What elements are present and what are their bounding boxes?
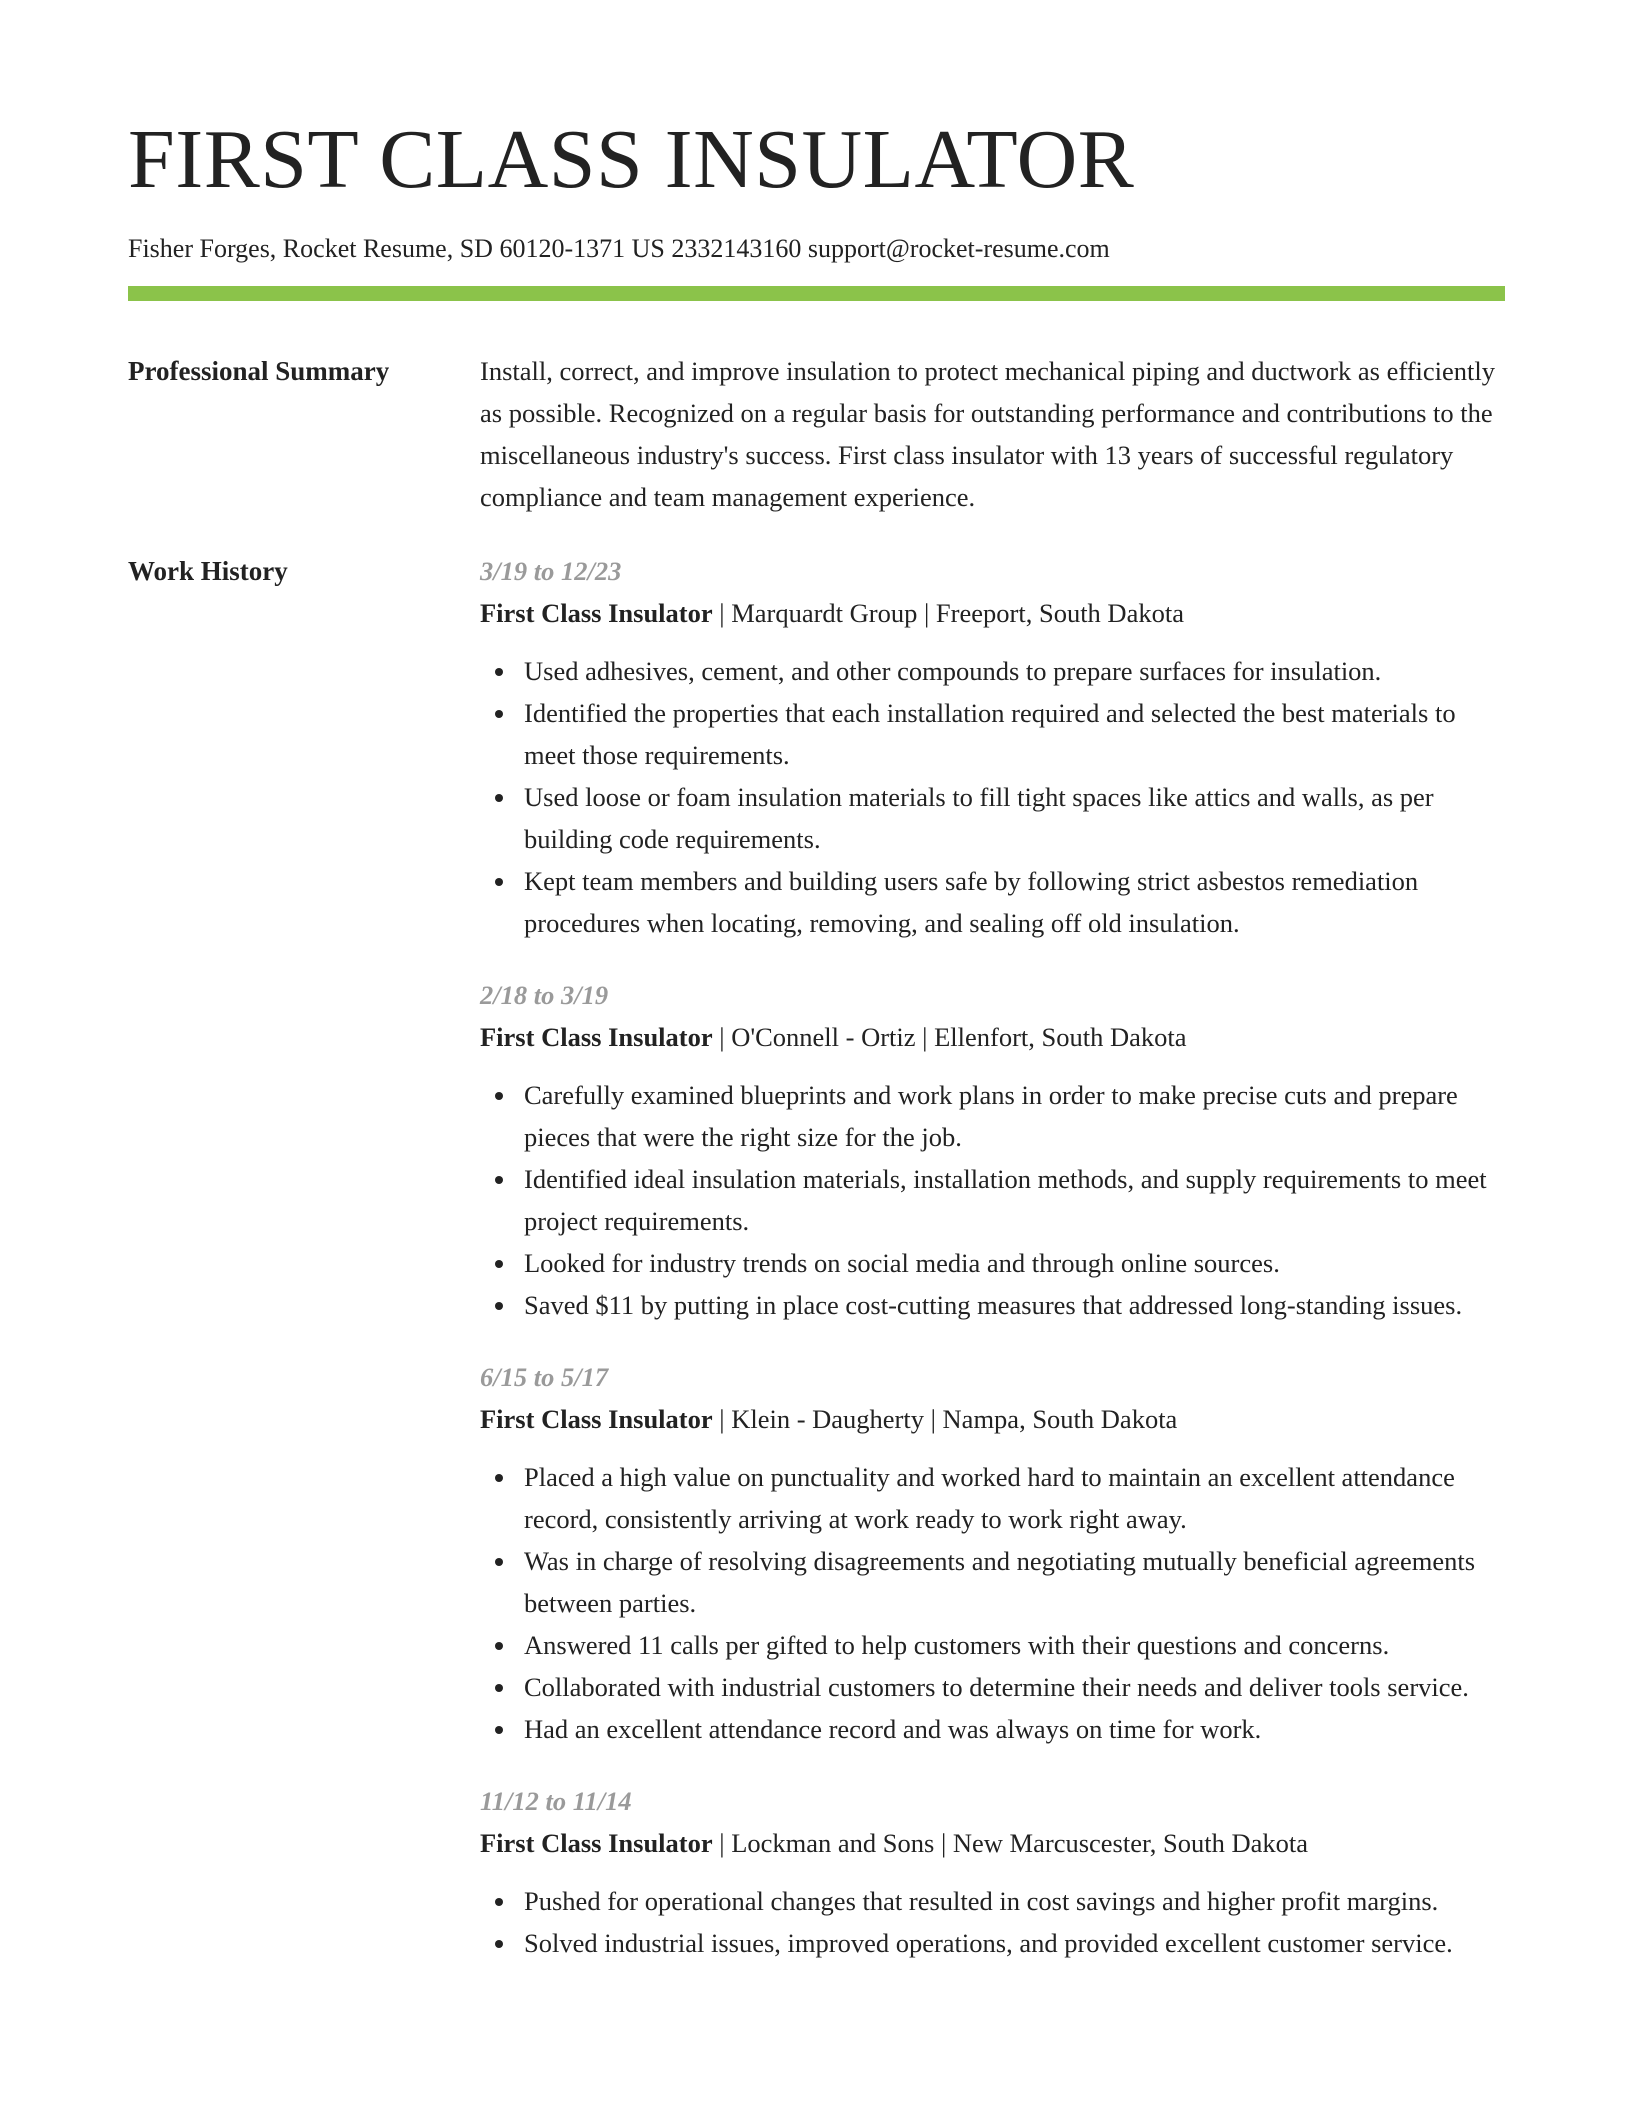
- job-title-line: [480, 592, 1505, 634]
- job-bullet: Placed a high value on punctuality and worked hard to maintain an excellent attendance record, consistently arriving at work ready to work right away.: [480, 1456, 1505, 1540]
- work-history-heading: Work History: [128, 556, 288, 586]
- job-dates: 11/12 to 11/14: [480, 1786, 632, 1816]
- job-bullet: Collaborated with industrial customers to determine their needs and deliver tools service.: [480, 1666, 1505, 1708]
- summary-heading: Professional Summary: [128, 356, 390, 386]
- job-bullet: Kept team members and building users safe by following strict asbestos remediation procedures when locating, removing, and sealing off old insulation.: [480, 860, 1505, 944]
- job-bullet: Carefully examined blueprints and work plans in order to make precise cuts and prepare pieces that were the right size for the job.: [480, 1074, 1505, 1158]
- summary-text: Install, correct, and improve insulation to protect mechanical piping and ductwork as efficiently as possible. Recognized on a regular basis for outstanding performance and contributions to the miscellaneous industry's success. First class insulator with 13 years of successful regulatory compliance and team management experience.: [480, 356, 1496, 512]
- job-bullet: Pushed for operational changes that resulted in cost savings and higher profit margins.: [480, 1880, 1505, 1922]
- contact-phone: 2332143160: [671, 234, 802, 263]
- job-bullet-list: [480, 1456, 1505, 1750]
- contact-line: [128, 233, 1110, 265]
- job-title: First Class Insulator: [480, 1404, 713, 1434]
- job-entry: [480, 974, 1505, 1326]
- job-entry: [480, 550, 1505, 944]
- job-bullet: Answered 11 calls per gifted to help customers with their questions and concerns.: [480, 1624, 1505, 1666]
- job-bullet-list: [480, 650, 1505, 944]
- job-employer-location: | Klein - Daugherty | Nampa, South Dakota: [712, 1404, 1178, 1434]
- candidate-name: FIRST CLASS INSULATOR: [128, 113, 1135, 206]
- job-employer-location: | Lockman and Sons | New Marcuscester, South Dakota: [712, 1828, 1308, 1858]
- job-employer-location: | Marquardt Group | Freeport, South Dakota: [712, 598, 1184, 628]
- job-title-line: [480, 1016, 1505, 1058]
- job-bullet: Looked for industry trends on social media and through online sources.: [480, 1242, 1505, 1284]
- job-entry: [480, 1780, 1505, 1964]
- job-title: First Class Insulator: [480, 598, 713, 628]
- work-history-list: [480, 550, 1505, 1994]
- job-title: First Class Insulator: [480, 1022, 713, 1052]
- job-dates: 6/15 to 5/17: [480, 1362, 609, 1392]
- contact-address: Fisher Forges, Rocket Resume, SD 60120-1371 US: [128, 234, 665, 263]
- contact-email: support@rocket-resume.com: [807, 234, 1110, 263]
- job-title-line: [480, 1398, 1505, 1440]
- job-title-line: [480, 1822, 1505, 1864]
- header-accent-rule: [128, 286, 1505, 301]
- job-bullet: Identified the properties that each installation required and selected the best materials to meet those requirements.: [480, 692, 1505, 776]
- job-bullet: Used adhesives, cement, and other compounds to prepare surfaces for insulation.: [480, 650, 1505, 692]
- job-bullet-list: [480, 1880, 1505, 1964]
- job-entry: [480, 1356, 1505, 1750]
- job-bullet: Used loose or foam insulation materials to fill tight spaces like attics and walls, as per building code requirements.: [480, 776, 1505, 860]
- job-dates: 2/18 to 3/19: [480, 980, 609, 1010]
- job-bullet: Solved industrial issues, improved operations, and provided excellent customer service.: [480, 1922, 1505, 1964]
- job-title: First Class Insulator: [480, 1828, 713, 1858]
- job-bullet: Had an excellent attendance record and was always on time for work.: [480, 1708, 1505, 1750]
- job-bullet: Was in charge of resolving disagreements and negotiating mutually beneficial agreements between parties.: [480, 1540, 1505, 1624]
- job-bullet: Saved $11 by putting in place cost-cutting measures that addressed long-standing issues.: [480, 1284, 1505, 1326]
- job-dates: 3/19 to 12/23: [480, 556, 622, 586]
- job-bullet: Identified ideal insulation materials, installation methods, and supply requirements to meet project requirements.: [480, 1158, 1505, 1242]
- job-bullet-list: [480, 1074, 1505, 1326]
- job-employer-location: | O'Connell - Ortiz | Ellenfort, South Dakota: [712, 1022, 1187, 1052]
